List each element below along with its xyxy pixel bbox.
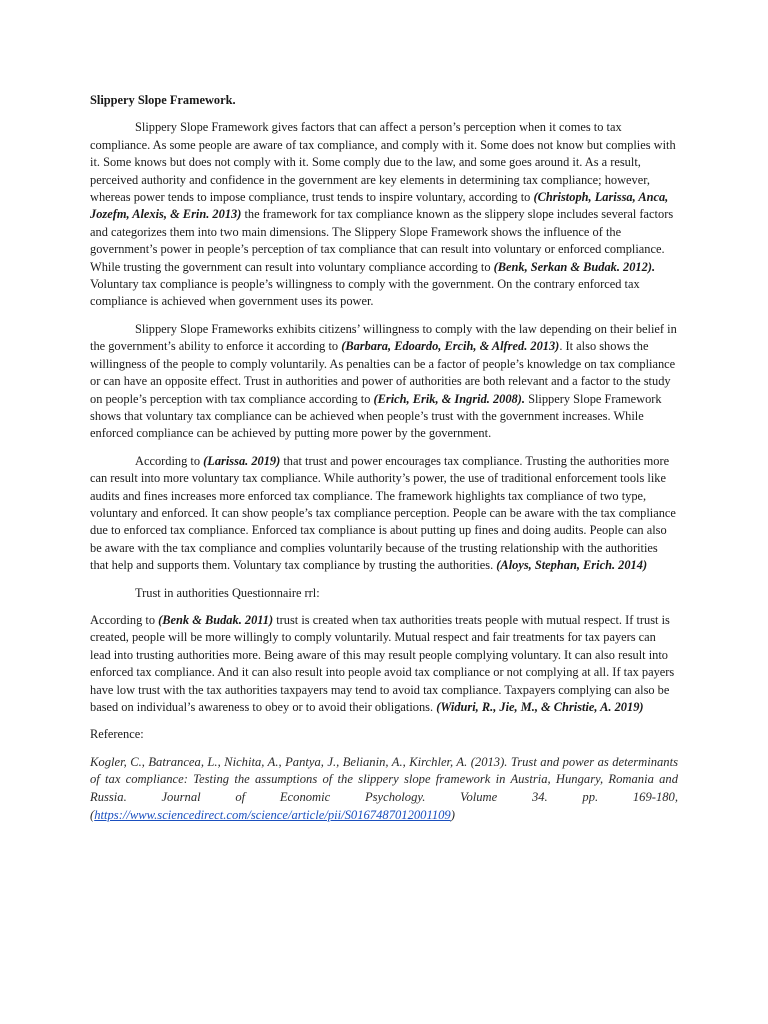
citation-larissa-2019: (Larissa. 2019) <box>203 453 281 468</box>
citation-benk-budak-2011: (Benk & Budak. 2011) <box>158 612 274 627</box>
document-body <box>90 92 678 824</box>
reference-close-paren: ) <box>450 807 455 822</box>
paragraph-1-text-a: Slippery Slope Framework gives factors that can affect a person’s perception when it comes to tax compliance. As some people are aware of tax compliance, and comply with it. Some does not know but complies with it. Some knows but does not comply with it. Some comply due to the law, and some goes around it. As a result, perceived authority and confidence in the government are key elements in determining tax compliance; however, whereas power tends to impose compliance, trust tends to inspire voluntary, according to <box>90 120 676 205</box>
section-title-text: Slippery Slope Framework <box>90 93 233 107</box>
citation-benk-2012: (Benk, Serkan & Budak. 2012). <box>493 259 656 274</box>
paragraph-1 <box>90 119 678 310</box>
paragraph-2-text-a: Slippery Slope Frameworks exhibits citizens’ willingness to comply with the law depending on their belief in the government’s ability to enforce it according to <box>90 321 677 354</box>
paragraph-4 <box>90 612 678 716</box>
section-title <box>90 92 678 109</box>
paragraph-2-text-b: . It also shows the willingness of the people to comply voluntarily. As penalties can be a factor of people’s knowledge on tax compliance or can have an opposite effect. Trust in authorities and power of authorities are both relevant and a factor to the study on people’s perception with tax compliance according to <box>90 339 676 406</box>
citation-widuri-2019: (Widuri, R., Jie, M., & Christie, A. 2019) <box>436 700 644 714</box>
paragraph-3 <box>90 453 678 575</box>
questionnaire-heading: Trust in authorities Questionnaire rrl: <box>135 585 320 600</box>
reference-heading: Reference: <box>90 727 144 742</box>
paragraph-1-text-c: Voluntary tax compliance is people’s willingness to comply with the government. On the contrary enforced tax compliance is achieved when government uses its power. <box>90 277 640 309</box>
paragraph-4-text-b: trust is created when tax authorities treats people with mutual respect. If trust is created, people will be more willingly to comply voluntarily. Mutual respect and fair treatments for tax payers can lead into trusting authorities more. Being aware of this may result people complying voluntary. It can also result into enforced tax compliance. And it can also result into people avoid tax compliance or not complying at all. If tax payers have low trust with the tax authorities taxpayers may tend to avoid tax compliance. Taxpayers complying can also be based on individual’s awareness to obey or to avoid their obligations. <box>90 612 675 714</box>
reference-link[interactable]: https://www.sciencedirect.com/science/article/pii/S0167487012001109 <box>94 807 451 822</box>
paragraph-1-text-b: the framework for tax compliance known as the slippery slope includes several factors and categorizes them into two main dimensions. The Slippery Slope Framework shows the influence of the government’s power in people’s perception of tax compliance that can result into voluntary or enforced compliance. While trusting the government can result into voluntary compliance according to <box>90 207 674 274</box>
paragraph-3-text-a: According to <box>135 453 204 468</box>
reference-text: Kogler, C., Batrancea, L., Nichita, A., Pantya, J., Belianin, A., Kirchler, A. (2013). Trust and power as determinants of tax compliance: Testing the assumptions of the slippery slope framework in Austria, Hungary, Romania and Russia. Journal of Economic Psychology. Volume 34. pp. 169-180, ( <box>90 754 678 822</box>
citation-erich-2008: (Erich, Erik, & Ingrid. 2008). <box>373 391 525 406</box>
paragraph-2-text-c: Slippery Slope Framework shows that voluntary tax compliance can be achieved when people’s trust with the government increases. While enforced compliance can be achieved by putting more power by the government. <box>90 391 662 441</box>
citation-barbara-2013: (Barbara, Edoardo, Ercih, & Alfred. 2013) <box>341 339 560 354</box>
section-title-period: . <box>232 93 236 107</box>
paragraph-4-text-a: According to <box>90 612 159 627</box>
citation-aloys-2014: (Aloys, Stephan, Erich. 2014) <box>496 558 648 573</box>
citation-christoph-2013: (Christoph, Larissa, Anca, Jozefm, Alexis, & Erin. 2013) <box>90 190 669 222</box>
paragraph-3-text-b: that trust and power encourages tax compliance. Trusting the authorities more can result into more voluntary tax compliance. While authority’s power, the use of traditional enforcement tools like audits and fines increases more enforced tax compliance. The framework highlights tax compliance of two type, voluntary and enforced. It can show people’s tax compliance perception. People can be aware with the tax compliance due to enforced tax compliance. Enforced tax compliance is about putting up fines and doing audits. People can also be aware with the tax compliance and complies voluntarily because of the trusting relationship with the authorities that help and supports them. Voluntary tax compliance by trusting the authorities. <box>90 453 676 573</box>
reference-entry <box>90 754 678 824</box>
paragraph-2 <box>90 321 678 443</box>
